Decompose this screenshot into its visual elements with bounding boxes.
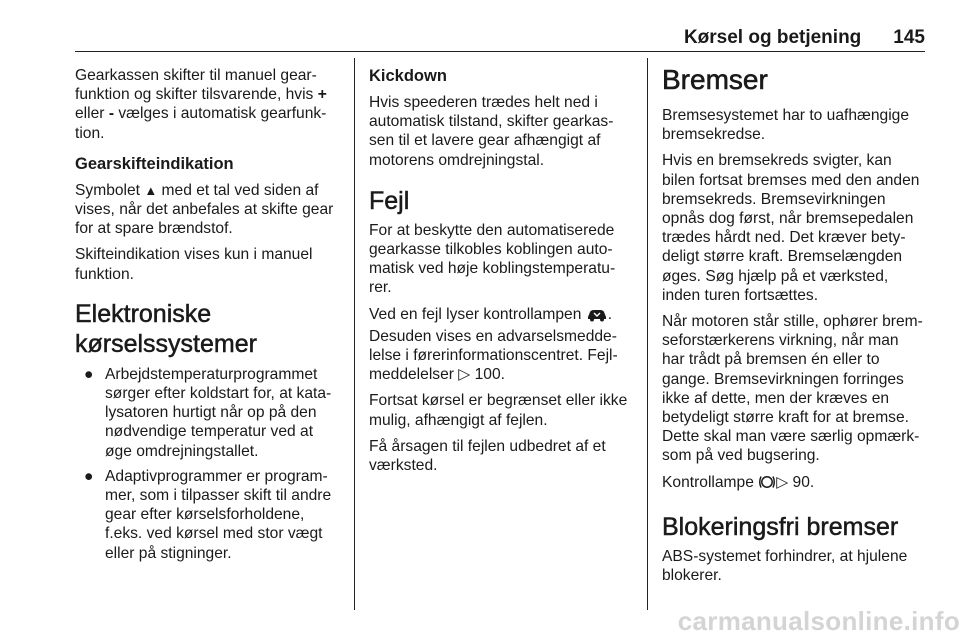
paragraph-engine-off: Når motoren står stille, ophører brem- seforstærkerens virkning, når man har trådt på bremsen én eller to gange. Bremsevirkningen forringes ikke af dette, men der kræves en betydeligt større kraft for at bremse. Dette skal man være særlig opmærk- som på ved bugsering. <box>662 313 923 465</box>
paragraph-brake-failure: Hvis en bremsekreds svigter, kan bilen fortsat bremses med den anden bremsekreds. Bremsevirkningen opnås dog først, når bremsepedalen trædes hårdt ned. Det kræver bety- deligt større kraft. Bremselængden øges. Søg hjælp på et værksted, inden turen fortsættes. <box>662 152 920 304</box>
heading-fejl: Fejl <box>369 186 410 215</box>
paragraph-fault-protection: For at beskytte den automatiserede gearkasse tilkobles koblingen auto- matisk ved høje koblingstemperatu- rer. <box>369 221 616 297</box>
bullet-list <box>75 365 347 563</box>
paragraph-brake-circuits: Bremsesystemet har to uafhængige bremsekredse. <box>662 107 910 144</box>
page-number: 145 <box>893 27 925 48</box>
paragraph-workshop: Få årsagen til fejlen udbedret af et værksted. <box>369 437 606 475</box>
list-item: ● Arbejdstemperaturprogrammet sørger efter koldstart for, at kata- lysatoren hurtigt når op på den nødvendige temperatur ved at øge omdrejningstallet. <box>84 365 332 460</box>
section-title: Kørsel og betjening <box>683 27 862 48</box>
column-1 <box>75 66 347 569</box>
brake-warning-icon <box>758 474 776 495</box>
bullet-icon: ● <box>84 467 94 485</box>
column-2 <box>369 66 641 482</box>
paragraph-manual-mode: Gearkassen skifter til manuel gear- funktion og skifter tilsvarende, hvis + eller - vælges i automatisk gearfunk- tion. <box>75 67 327 142</box>
list-item: ● Adaptivprogrammer er program- mer, som i tilpasser skift til andre gear efter kørselsforholdene, f.eks. ved kørsel med stor vægt eller på stigninger. <box>84 467 332 562</box>
paragraph-kickdown: Hvis speederen trædes helt ned i automatisk tilstand, skifter gearkas- sen til et lavere gear afhængigt af motorens omdrejningstal. <box>369 94 614 169</box>
plus-symbol: + <box>317 86 327 104</box>
paragraph-control-lamp: Kontrollampe ▷ 90. <box>662 473 934 495</box>
heading-kickdown: Kickdown <box>369 67 447 85</box>
heading-elektroniske-korselssystemer: Elektroniske kørselssystemer <box>75 299 257 358</box>
car-gearbox-warning-icon <box>586 307 608 327</box>
heading-blokeringsfri-bremser: Blokeringsfri bremser <box>662 512 899 541</box>
heading-bremser: Bremser <box>662 64 768 95</box>
paragraph-shift-indicator: Symbolet ▲ med et tal ved siden af vises, når det anbefales at skifte gear for at spare brændstof. <box>75 181 334 238</box>
column-divider-2 <box>647 58 648 610</box>
page-reference-icon: ▷ <box>458 366 471 384</box>
column-3 <box>662 66 934 592</box>
header-rule <box>75 51 925 52</box>
paragraph-continued-driving: Fortsat kørsel er begrænset eller ikke mulig, afhængigt af fejlen. <box>369 392 628 429</box>
minus-symbol: - <box>108 105 115 123</box>
bullet-icon: ● <box>84 365 94 383</box>
paragraph-abs: ABS-systemet forhindrer, at hjulene blokerer. <box>662 547 908 585</box>
running-header <box>75 27 925 51</box>
watermark: carmanualsonline.info <box>677 606 960 636</box>
page-reference-icon: ▷ <box>776 473 789 491</box>
column-divider-1 <box>354 58 355 610</box>
paragraph-fault-lamp: Ved en fejl lyser kontrollampen . Desuden vises en advarselsmedde- lelse i førerinformationscentret. Fejl- meddelelser ▷ 100. <box>369 305 618 384</box>
heading-gearskifteindikation: Gearskifteindikation <box>75 154 234 173</box>
paragraph-manual-only: Skifteindikation vises kun i manuel funktion. <box>75 246 313 283</box>
triangle-up-icon: ▲ <box>144 182 158 198</box>
